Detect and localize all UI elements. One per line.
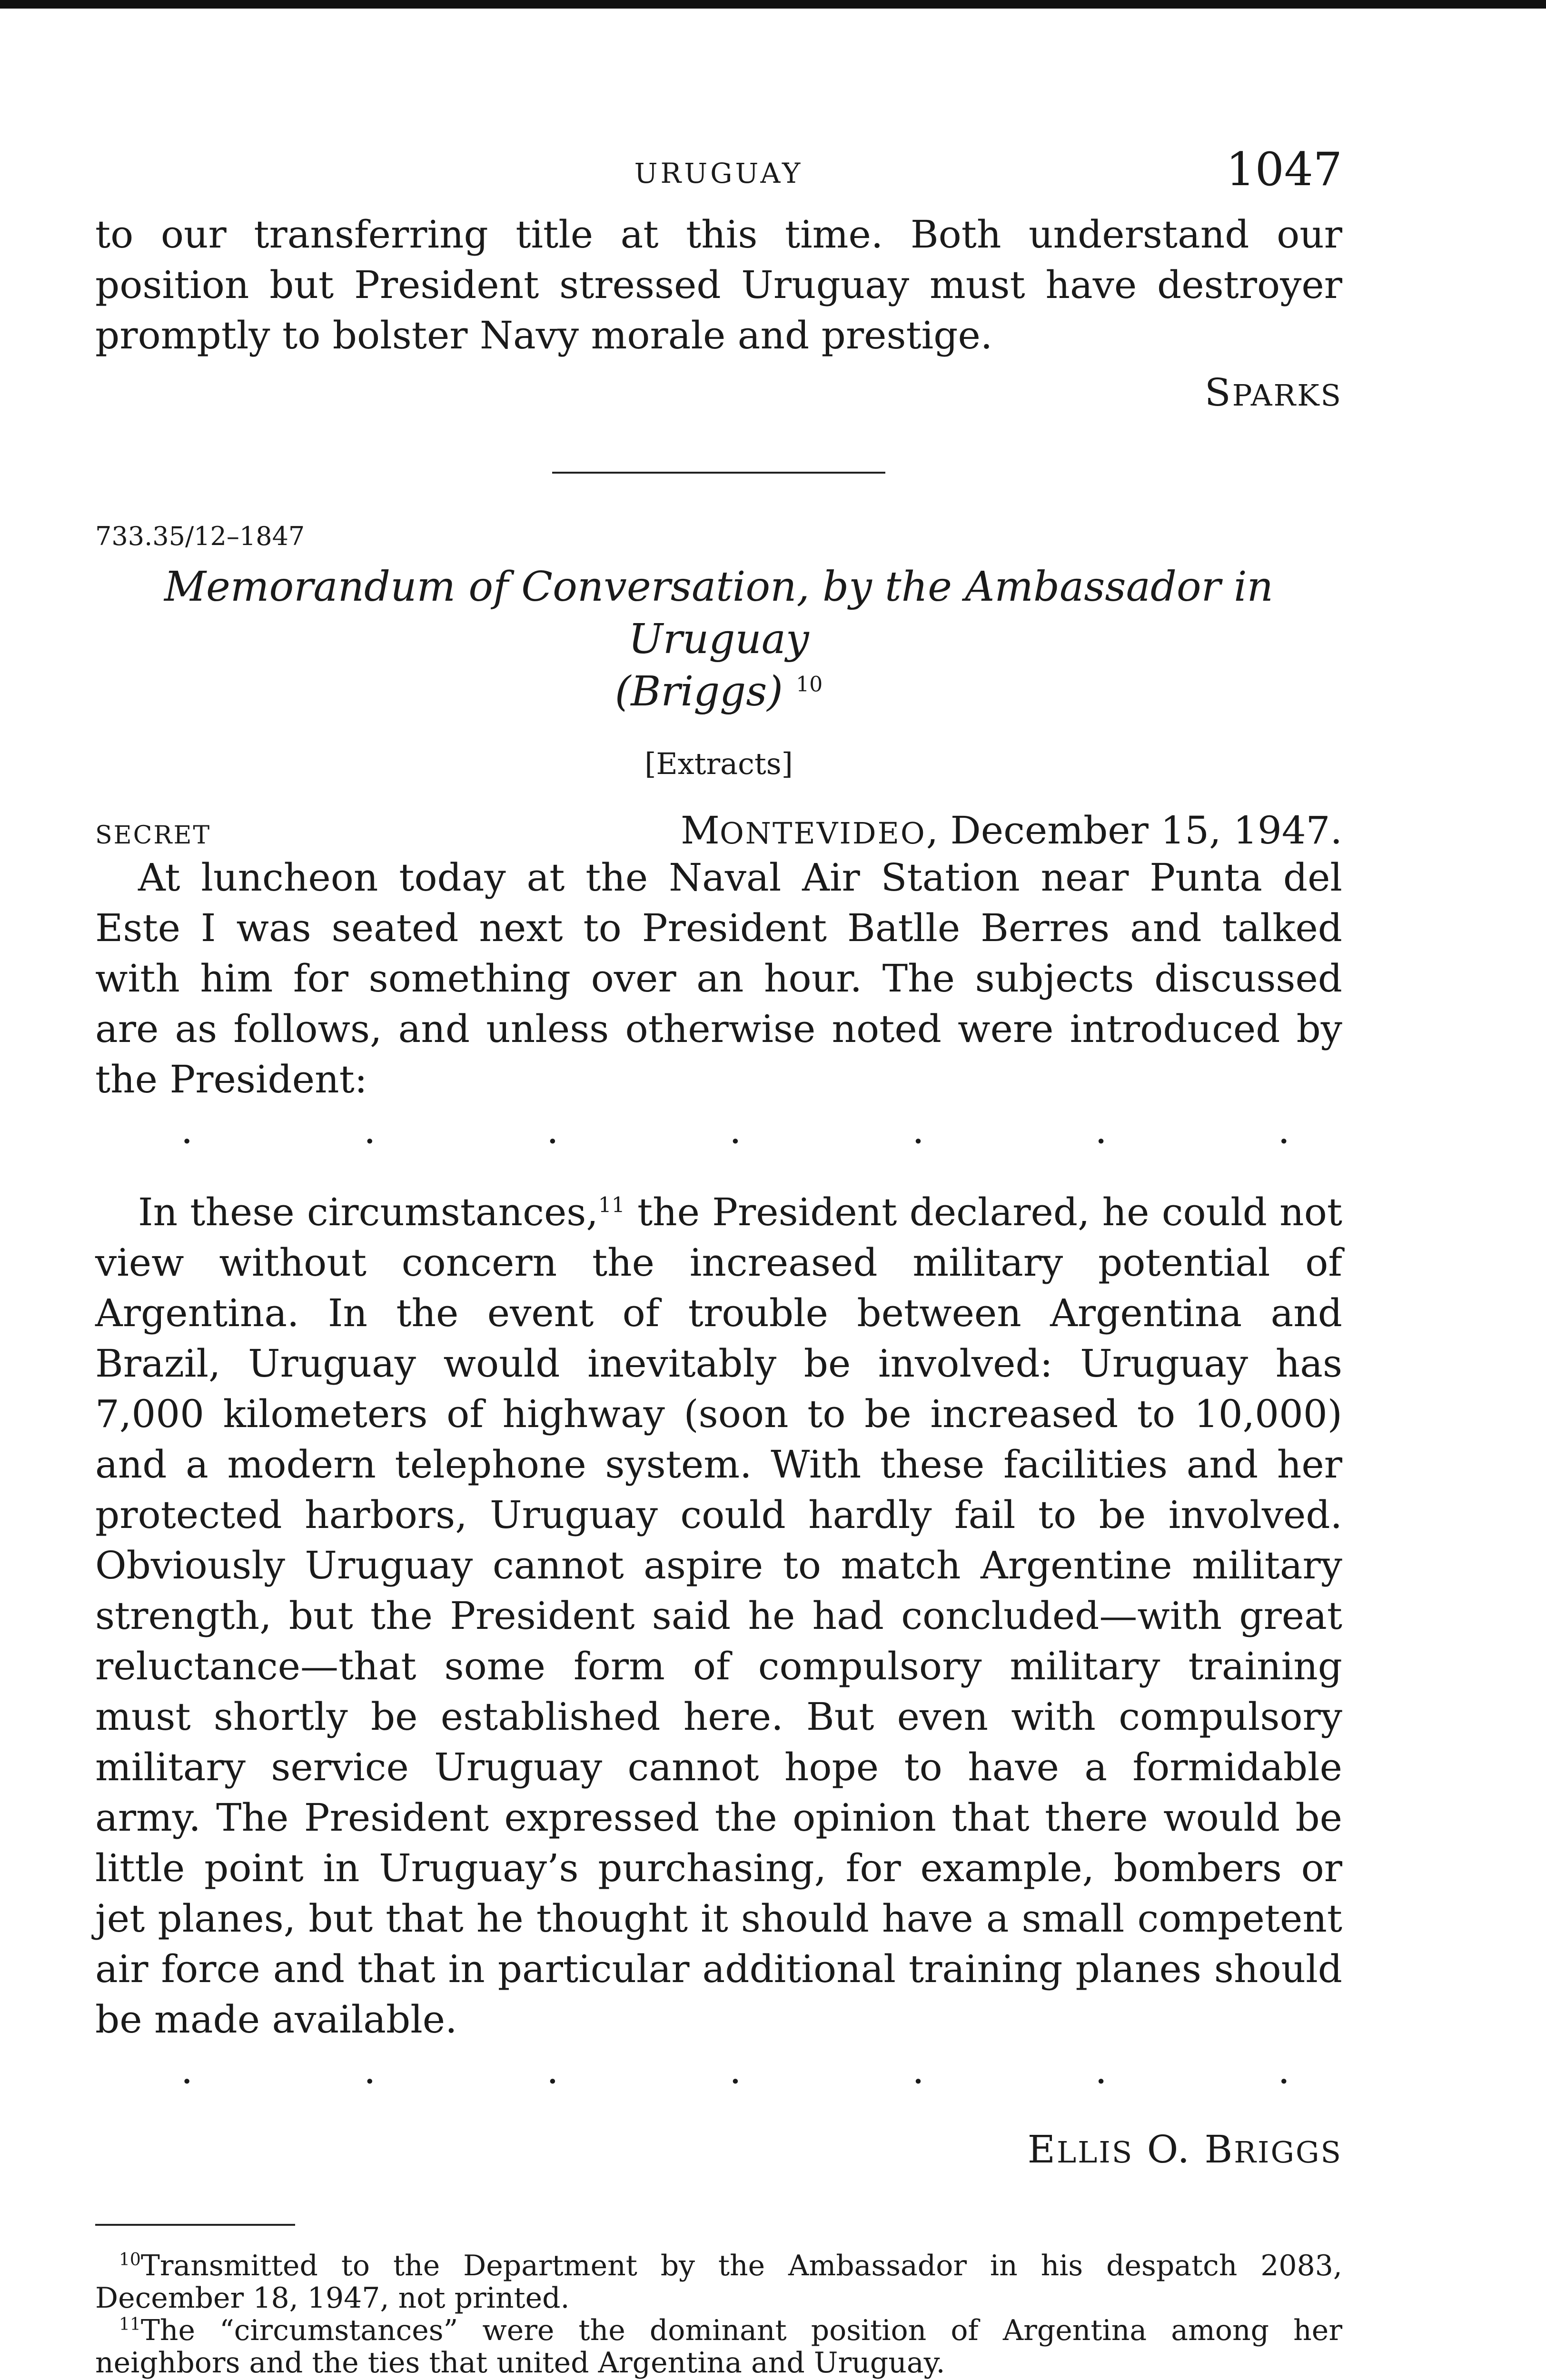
document-title	[95, 561, 1342, 718]
footnotes	[95, 2250, 1342, 2379]
section-divider	[552, 472, 885, 474]
footnote-ref-11[interactable]: 11	[598, 1193, 625, 1218]
extracts-label: [Extracts]	[644, 746, 793, 781]
page-number: 1047	[1226, 143, 1342, 196]
signature-initial: S	[1204, 370, 1232, 415]
dot: ·	[912, 1119, 924, 1163]
dot: ·	[181, 1119, 193, 1163]
title-author: (Briggs)	[614, 668, 783, 715]
footnote-text: The “circumstances” were the dominant position of Argentina among her neighbors and the ties that united Argentina and Uruguay.	[95, 2314, 1342, 2380]
dot: ·	[1278, 1119, 1290, 1163]
dot: ·	[364, 2059, 376, 2103]
place-initial: M	[681, 808, 720, 853]
dot: ·	[1095, 1119, 1107, 1163]
running-head	[95, 138, 1342, 209]
title-line-1: Memorandum of Conversation, by the Ambassador in Uruguay	[164, 563, 1274, 663]
footnote-rule	[95, 2224, 295, 2226]
paragraph-1: At luncheon today at the Naval Air Station near Punta del Este I was seated next to President Batlle Berres and talked with him for something over an hour. The subjects discussed are as follows, and unless otherwise noted were introduced by the President:	[95, 855, 1342, 1101]
omission-dots-2	[95, 2059, 1342, 2103]
sig-b: B	[1204, 2127, 1234, 2172]
signature-rest: PARKS	[1232, 378, 1342, 413]
top-border	[0, 0, 1546, 9]
place-date	[681, 808, 1342, 853]
dot: ·	[181, 2059, 193, 2103]
footnote-10	[95, 2250, 1342, 2314]
dot: ·	[364, 1119, 376, 1163]
file-number: 733.35/12–1847	[95, 521, 305, 551]
page	[95, 138, 1342, 2379]
carryover-signature	[95, 370, 1342, 415]
place-rest: ONTEVIDEO	[719, 816, 926, 851]
dateline	[95, 800, 1342, 853]
running-title: URUGUAY	[634, 157, 803, 189]
sig-ellis: LLIS	[1057, 2135, 1134, 2170]
footnote-ref-10[interactable]: 10	[796, 672, 823, 697]
footnote-11	[95, 2314, 1342, 2379]
sig-o: O.	[1133, 2127, 1205, 2172]
sig-e: E	[1027, 2127, 1057, 2172]
sig-riggs: RIGGS	[1234, 2135, 1342, 2170]
paragraph-2-start: In these circumstances,	[138, 1190, 598, 1234]
footnote-number: 11	[119, 2315, 141, 2334]
paragraph-2	[95, 1187, 1342, 2045]
classification-label: SECRET	[95, 821, 211, 850]
briggs-signature	[95, 2127, 1342, 2172]
dot: ·	[912, 2059, 924, 2103]
omission-dots-1	[95, 1119, 1342, 1163]
paragraph-2-rest: the President declared, he could not view without concern the increased military potential of Argentina. In the event of trouble between Argentina and Brazil, Uruguay would inevitably be involved: Uruguay has 7,000 kilometers of highway (soon to be increased to 10,000) and a modern telephone system. With these facilities and her protected harbors, Uruguay could hardly fail to be involved. Obviously Uruguay cannot aspire to match Argentine military strength, but the President said he had concluded—with great reluctance—that some form of compulsory military training must shortly be established here. But even with compulsory military service Uruguay cannot hope to have a formidable army. The President expressed the opinion that there would be little point in Uruguay’s purchasing, for example, bombers or jet planes, but that he thought it should have a small competent air force and that in particular additional training planes should be made available.	[95, 1190, 1343, 2042]
dot: ·	[729, 1119, 742, 1163]
footnote-text: Transmitted to the Department by the Ambassador in his despatch 2083, December 18, 1947, not printed.	[95, 2249, 1342, 2315]
footnote-number: 10	[119, 2250, 141, 2270]
dot: ·	[1095, 2059, 1107, 2103]
dot: ·	[546, 1119, 559, 1163]
dot: ·	[729, 2059, 742, 2103]
carryover-paragraph: to our transferring title at this time. Both understand our position but President stressed Uruguay must have destroyer promptly to bolster Navy morale and prestige.	[95, 212, 1342, 357]
dot: ·	[546, 2059, 559, 2103]
title-line-2	[95, 665, 1342, 718]
date-text: , December 15, 1947.	[926, 808, 1342, 853]
dot: ·	[1278, 2059, 1290, 2103]
